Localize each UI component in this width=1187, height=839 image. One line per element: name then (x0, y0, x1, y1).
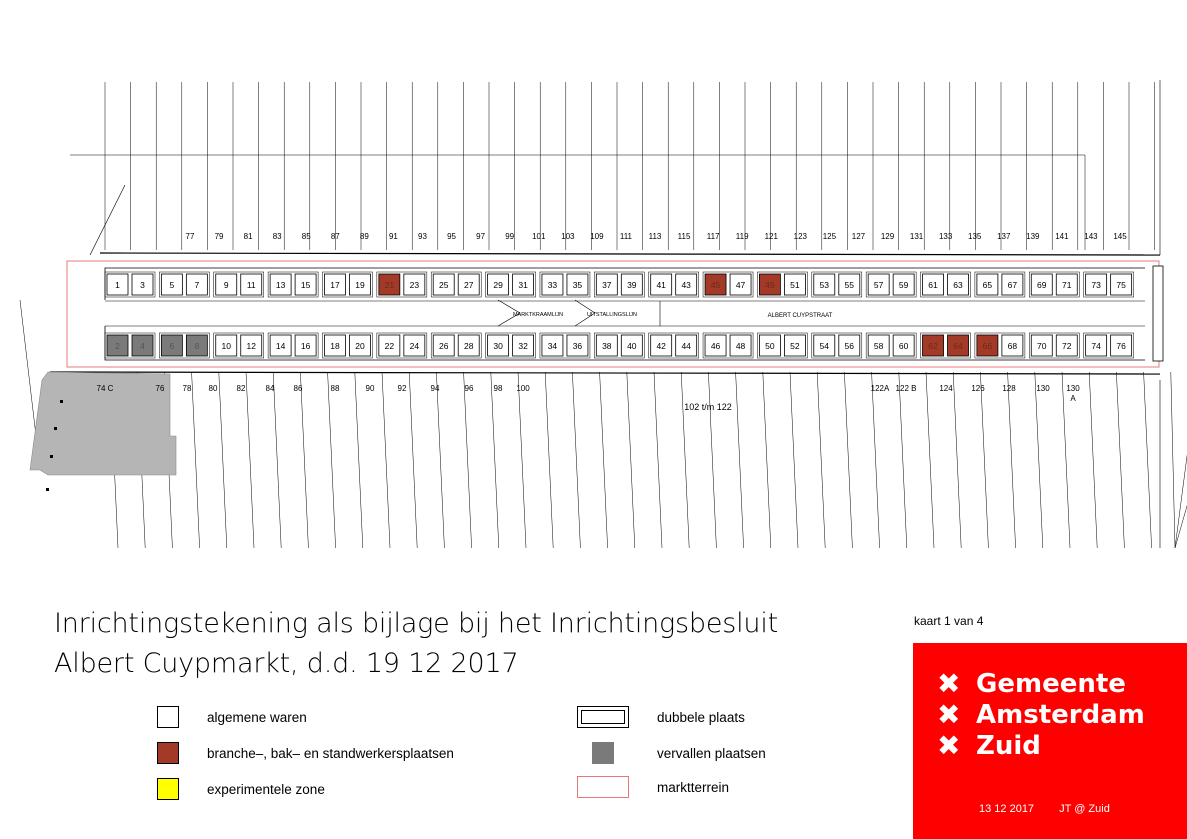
north-stall-number: 7 (194, 280, 200, 290)
plot-line (1144, 372, 1152, 548)
plot-line (1035, 372, 1043, 548)
north-stall-number: 49 (765, 280, 775, 290)
legend-label: marktterrein (657, 779, 730, 795)
north-stall-number: 61 (928, 280, 938, 290)
plot-line (899, 372, 907, 548)
north-stall-number: 69 (1037, 280, 1047, 290)
legend-label: branche–, bak– en standwerkersplaatsen (207, 745, 454, 761)
house-number-south: 80 (208, 384, 218, 393)
north-stall-number: 73 (1091, 280, 1101, 290)
south-stall-number: 70 (1037, 341, 1047, 351)
north-stall-number: 15 (300, 280, 311, 290)
plot-line (300, 372, 308, 548)
south-stall-number: 36 (572, 341, 583, 351)
house-number-south: 74 C (96, 384, 114, 393)
plot-line (708, 372, 716, 548)
house-number-south: 128 (1002, 384, 1016, 393)
south-stall-number: 18 (330, 341, 340, 351)
south-stall-number: 28 (463, 341, 474, 351)
range-note: 102 t/m 122 (684, 402, 732, 412)
plot-line (1171, 372, 1175, 548)
north-stall-number: 9 (223, 280, 229, 290)
south-stall-number: 34 (547, 341, 558, 351)
south-stall-number: 26 (438, 341, 449, 351)
plot-line (464, 372, 472, 548)
drawing-date: 13 12 2017 (979, 803, 1035, 815)
plot-line (436, 372, 444, 548)
plot-line (926, 372, 934, 548)
house-number-north: 111 (619, 232, 633, 241)
house-number-south: 84 (265, 384, 275, 393)
south-stall-number: 54 (819, 341, 830, 351)
house-number-south: 130 (1036, 384, 1050, 393)
plot-line (627, 372, 635, 548)
legend-algemene-waren (157, 706, 307, 728)
house-number-north: 81 (243, 232, 253, 241)
north-stall-number: 43 (681, 280, 691, 290)
marktkraamlijn-label: MARKTKRAAMLIJN (512, 312, 564, 318)
north-stall-number: 1 (115, 280, 120, 290)
legend-marktterrein (577, 776, 729, 798)
south-stall-number: 58 (873, 341, 884, 351)
south-stall-number: 66 (982, 341, 993, 351)
north-stall-number: 21 (384, 280, 395, 290)
marker (54, 427, 57, 430)
house-number-north: 131 (909, 232, 924, 241)
south-stall-number: 52 (790, 341, 800, 351)
house-number-north: 143 (1084, 232, 1098, 241)
north-stall-number: 27 (463, 280, 474, 290)
plot-line (1175, 372, 1187, 548)
plot-line (572, 372, 580, 548)
legend-label: vervallen plaatsen (657, 745, 766, 761)
legend-branche (157, 742, 454, 764)
house-number-south: 130 (1066, 384, 1080, 393)
house-number-south: 90 (365, 384, 375, 393)
house-number-north: 125 (822, 232, 837, 241)
south-stall-number: 48 (735, 341, 746, 351)
cross-icon: ✖ (937, 667, 961, 700)
plot-line (328, 372, 336, 548)
house-number-south: 92 (397, 384, 407, 393)
north-stall-number: 53 (819, 280, 830, 290)
house-number-north: 89 (359, 232, 369, 241)
street-name-label: ALBERT CUYPSTRAAT (767, 313, 833, 319)
house-number-south: 100 (516, 384, 530, 393)
south-stall-number: 2 (115, 341, 120, 351)
south-stall-number: 44 (681, 341, 691, 351)
cross-icon: ✖ (937, 729, 961, 762)
plot-line (872, 372, 880, 548)
plot-line (681, 372, 689, 548)
north-stall-number: 3 (140, 280, 145, 290)
legend-experimentele-zone (157, 778, 325, 800)
house-number-north: 135 (968, 232, 982, 241)
house-number-north: 133 (938, 232, 953, 241)
logo-text: Zuid (976, 731, 1041, 761)
south-stall-number: 38 (602, 341, 612, 351)
legend-label: experimentele zone (207, 781, 325, 797)
plot-line (545, 372, 553, 548)
north-stall-number: 45 (710, 280, 721, 290)
plot-line (736, 372, 744, 548)
south-stall-number: 68 (1007, 341, 1018, 351)
house-number-north: 79 (214, 232, 224, 241)
plot-line (273, 372, 281, 548)
north-stall-number: 37 (602, 280, 612, 290)
plot-line (518, 372, 526, 548)
house-number-south: 82 (236, 384, 246, 393)
north-stall-number: 59 (898, 280, 909, 290)
north-stall-number: 31 (518, 280, 528, 290)
south-stall-number: 24 (409, 341, 420, 351)
south-stall-number: 4 (140, 341, 145, 351)
south-stall-number: 32 (518, 341, 528, 351)
house-number-south: 122 B (895, 384, 917, 393)
logo-text: Amsterdam (976, 700, 1145, 730)
south-stall-number: 22 (384, 341, 395, 351)
house-number-north: 85 (301, 232, 311, 241)
house-number-north: 101 (532, 232, 546, 241)
north-stall-number: 63 (953, 280, 963, 290)
plot-line (1116, 372, 1124, 548)
north-stall-number: 65 (982, 280, 993, 290)
plot-line (382, 372, 390, 548)
drawing-author: JT @ Zuid (1059, 803, 1110, 815)
north-stall-number: 71 (1062, 280, 1072, 290)
south-stall-number: 30 (493, 341, 503, 351)
house-number-north: 97 (476, 232, 486, 241)
house-number-south: 96 (464, 384, 474, 393)
house-number-north: 145 (1113, 232, 1127, 241)
house-number-north: 95 (447, 232, 457, 241)
facade-line-north (100, 253, 1160, 255)
north-stall-number: 75 (1116, 280, 1126, 290)
south-stall-number: 62 (928, 341, 938, 351)
north-stall-number: 35 (572, 280, 583, 290)
legend-swatch-wrap (577, 742, 629, 764)
background-line (90, 185, 125, 255)
south-stall-number: 60 (898, 341, 909, 351)
house-number-north: 113 (648, 232, 662, 241)
north-stall-number: 47 (735, 280, 746, 290)
facade-line-south (50, 372, 1160, 374)
house-number-north: 123 (793, 232, 807, 241)
legend-vervallen (577, 742, 766, 764)
plot-line (763, 372, 771, 548)
plot-line (980, 372, 988, 548)
house-number-north: 77 (185, 232, 195, 241)
south-stall-number: 42 (656, 341, 666, 351)
house-number-north: 127 (851, 232, 866, 241)
legend-swatch-double (577, 706, 629, 728)
south-stall-number: 12 (246, 341, 256, 351)
house-number-north: 129 (880, 232, 895, 241)
north-stall-number: 19 (355, 280, 365, 290)
plot-line (192, 372, 200, 548)
legend-swatch-red (577, 776, 629, 798)
south-stall-number: 14 (275, 341, 286, 351)
plot-line (600, 372, 608, 548)
legend-swatch-brown (157, 742, 179, 764)
uitstallingslijn-label: UITSTALLINGSLIJN (586, 312, 638, 318)
logo-text: Gemeente (976, 669, 1126, 699)
south-stall-number: 20 (355, 341, 365, 351)
house-number-south: 124 (939, 384, 953, 393)
map-sheet-number: kaart 1 van 4 (914, 614, 984, 628)
house-number-north: 119 (735, 232, 749, 241)
street-end (1153, 266, 1163, 361)
marker (46, 488, 49, 491)
legend-dubbele-plaats (577, 706, 745, 728)
legend-swatch-grey (592, 742, 614, 764)
plot-line (1175, 372, 1187, 548)
house-number-south: 126 (971, 384, 985, 393)
house-number-north: 117 (706, 232, 720, 241)
plot-line (953, 372, 961, 548)
north-stall-number: 5 (169, 280, 175, 290)
south-stall-number: 6 (169, 341, 175, 351)
house-number-north: 139 (1026, 232, 1040, 241)
house-number-north: 115 (677, 232, 691, 241)
north-stall-number: 23 (409, 280, 420, 290)
plot-line (654, 372, 662, 548)
house-number-north: 141 (1055, 232, 1069, 241)
south-stall-number: 56 (844, 341, 855, 351)
plot-line (219, 372, 227, 548)
plot-line (246, 372, 254, 548)
legend-swatch-yellow (157, 778, 179, 800)
gemeente-logo-box (913, 643, 1187, 839)
south-stall-number: 76 (1116, 341, 1126, 351)
south-stall-number: 8 (194, 341, 200, 351)
legend-swatch-white (157, 706, 179, 728)
house-number-north: 103 (561, 232, 575, 241)
north-stall-number: 29 (493, 280, 503, 290)
house-number-south: 98 (493, 384, 503, 393)
north-stall-number: 57 (873, 280, 884, 290)
legend-label: dubbele plaats (657, 709, 745, 725)
legend-label: algemene waren (207, 709, 307, 725)
logo-line (937, 731, 1041, 761)
logo-footer (979, 803, 1132, 815)
house-number-south: 88 (330, 384, 340, 393)
house-number-north: 109 (590, 232, 604, 241)
plot-line (1008, 372, 1016, 548)
south-stall-number: 72 (1062, 341, 1072, 351)
house-number-north: 87 (330, 232, 340, 241)
north-stall-number: 39 (627, 280, 637, 290)
north-stall-number: 13 (275, 280, 286, 290)
house-number-south: 78 (182, 384, 192, 393)
plot-line (817, 372, 825, 548)
plot-line (790, 372, 798, 548)
south-stall-number: 74 (1091, 341, 1101, 351)
house-number-south: 86 (293, 384, 303, 393)
house-number-south: 122A (870, 384, 890, 393)
house-number-north: 91 (388, 232, 398, 241)
south-stall-number: 50 (765, 341, 775, 351)
south-stall-number: 46 (710, 341, 721, 351)
plot-line (1089, 372, 1097, 548)
house-number-south: 76 (155, 384, 165, 393)
south-stall-number: 16 (300, 341, 311, 351)
north-stall-number: 51 (790, 280, 800, 290)
marker (60, 400, 63, 403)
north-stall-number: 55 (844, 280, 855, 290)
house-number-north: 121 (764, 232, 778, 241)
plot-line (844, 372, 852, 548)
house-number-south: 94 (430, 384, 440, 393)
house-number-north: 83 (272, 232, 282, 241)
north-stall-number: 25 (438, 280, 449, 290)
plot-line (355, 372, 363, 548)
north-stall-number: 41 (656, 280, 666, 290)
plot-line (409, 372, 417, 548)
plot-line (1062, 372, 1070, 548)
logo-line (937, 700, 1145, 730)
south-stall-number: 64 (953, 341, 963, 351)
north-stall-number: 67 (1007, 280, 1018, 290)
logo-line (937, 669, 1126, 699)
marker (50, 455, 53, 458)
drawing-title: Inrichtingstekening als bijlage bij het Inrichtingsbesluit (54, 608, 779, 639)
plot-line (491, 372, 499, 548)
drawing-subtitle: Albert Cuypmarkt, d.d. 19 12 2017 (54, 648, 519, 679)
north-stall-number: 17 (330, 280, 340, 290)
north-stall-number: 11 (246, 280, 256, 290)
house-number-south: A (1070, 394, 1076, 403)
house-number-north: 137 (997, 232, 1011, 241)
house-number-north: 99 (505, 232, 515, 241)
south-stall-number: 10 (221, 341, 231, 351)
south-stall-number: 40 (627, 341, 637, 351)
cross-icon: ✖ (937, 698, 961, 731)
north-stall-number: 33 (547, 280, 558, 290)
house-number-north: 93 (418, 232, 427, 241)
